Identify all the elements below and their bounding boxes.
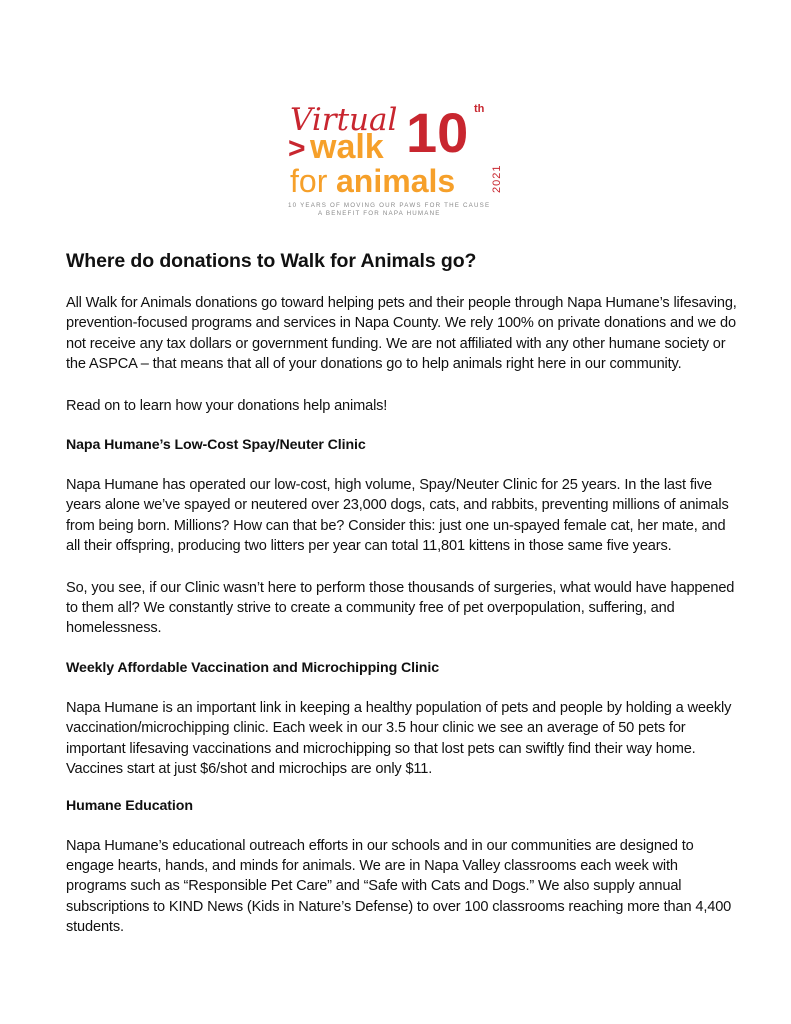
logo-script-word: Virtual bbox=[290, 102, 398, 138]
walk-for-animals-logo-graphic bbox=[278, 92, 528, 222]
event-logo bbox=[278, 92, 528, 222]
spay-neuter-paragraph-1: Napa Humane has operated our low-cost, high volume, Spay/Neuter Clinic for 25 years. In the last five years alone we’ve spayed or neutered over 23,000 dogs, cats, and rabbits, preventing millions of animals from being born. Millions? How can that be? Consider this: just one un-spayed female cat, her mate, and all their offspring, producing two litters per year can total 11,801 kittens in those same five years. bbox=[66, 477, 729, 555]
logo-anniversary-number: 10 bbox=[406, 101, 469, 164]
logo-chevron: > bbox=[288, 132, 306, 165]
document-body bbox=[66, 240, 738, 959]
section-title-humane-education: Humane Education bbox=[66, 797, 193, 814]
logo-for-word: for bbox=[290, 163, 328, 199]
section-title-vaccination: Weekly Affordable Vaccination and Microchipping Clinic bbox=[66, 659, 439, 676]
page-title: Where do donations to Walk for Animals go? bbox=[66, 250, 477, 272]
vaccination-paragraph: Napa Humane is an important link in keeping a healthy population of pets and people by holding a weekly vaccination/microchipping clinic. Each week in our 3.5 hour clinic we see an average of 50 pets for important lifesaving vaccinations and microchipping so that lost pets can swiftly find their way home. Vaccines start at just $6/shot and microchips are only $11. bbox=[66, 699, 732, 778]
logo-anniversary-suffix: th bbox=[474, 103, 485, 115]
read-on-paragraph: Read on to learn how your donations help animals! bbox=[66, 397, 388, 414]
logo-tagline-1: 10 YEARS OF MOVING OUR PAWS FOR THE CAUSE bbox=[288, 202, 491, 209]
spay-neuter-paragraph-2: So, you see, if our Clinic wasn’t here to perform those thousands of surgeries, what would have happened to them all? We constantly strive to create a community free of pet overpopulation, suffering, and homelessness. bbox=[66, 579, 735, 637]
logo-walk-word: walk bbox=[310, 128, 384, 166]
intro-paragraph: All Walk for Animals donations go toward helping pets and their people through Napa Humane’s lifesaving, prevention-focused programs and services in Napa County. We rely 100% on private donations and we do not receive any tax dollars or government funding. We are not affiliated with any other humane society or the ASPCA – that means that all of your donations go to help animals right here in our community. bbox=[66, 295, 737, 373]
logo-year: 2021 bbox=[491, 164, 503, 193]
logo-tagline-2: A BENEFIT FOR NAPA HUMANE bbox=[318, 210, 441, 217]
logo-animals-word: animals bbox=[336, 163, 456, 199]
humane-education-paragraph: Napa Humane’s educational outreach efforts in our schools and in our communities are designed to engage hearts, hands, and minds for animals. We are in Napa Valley classrooms each week with programs such as “Responsible Pet Care” and “Safe with Cats and Dogs.” We also supply annual subscriptions to KIND News (Kids in Nature’s Defense) to over 100 classrooms reaching more than 4,400 students. bbox=[66, 837, 732, 936]
section-title-spay-neuter: Napa Humane’s Low-Cost Spay/Neuter Clinic bbox=[66, 437, 366, 454]
